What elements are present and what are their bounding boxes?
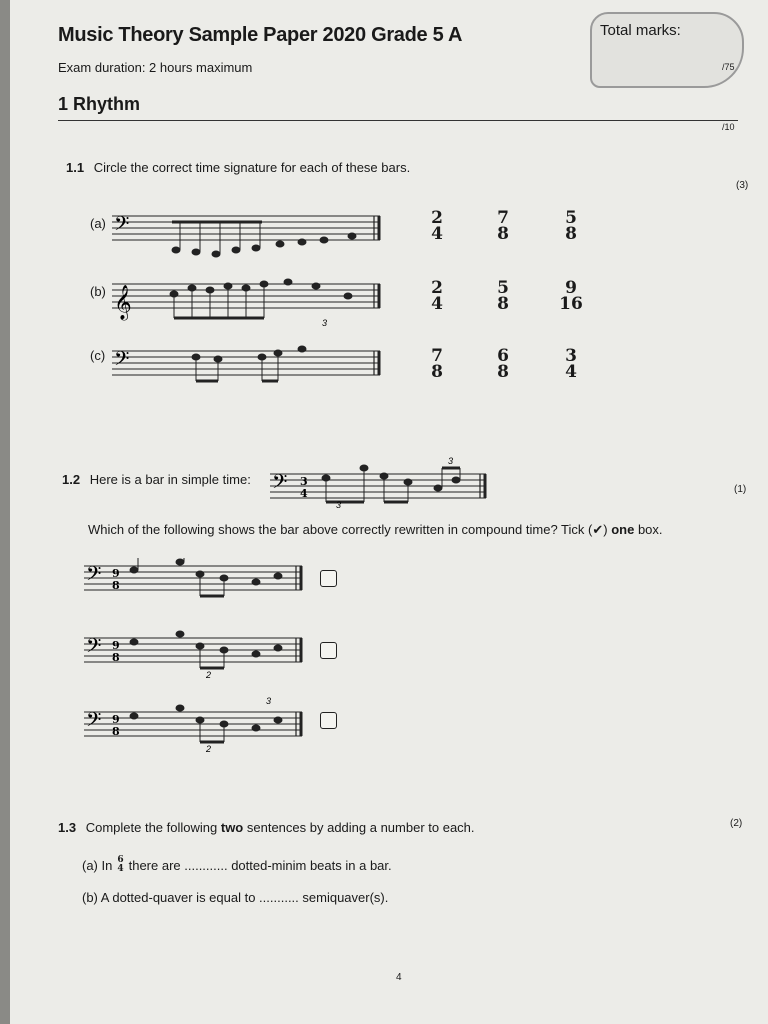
bass-clef-icon: 𝄢 (86, 562, 102, 590)
question-1-3: 1.3 Complete the following two sentences by adding a number to each. (58, 820, 475, 835)
timesig-option[interactable]: 6 8 (497, 346, 509, 382)
section-marks-max: /10 (722, 122, 735, 132)
music-staff-c (112, 345, 382, 385)
question-marks: (2) (730, 818, 743, 829)
bass-clef-icon: 𝄢 (86, 634, 102, 662)
total-marks-label: Total marks: (600, 22, 681, 39)
timesig-option[interactable]: 2 4 (431, 208, 443, 244)
timesig-option[interactable]: 7 8 (431, 346, 443, 382)
svg-text:2: 2 (206, 744, 212, 754)
tick-box-option-1[interactable] (320, 570, 337, 587)
total-marks-max: /75 (722, 62, 735, 72)
question-number: 1.1 (66, 160, 85, 175)
section-title: 1 Rhythm (58, 94, 141, 114)
exam-duration: Exam duration: 2 hours maximum (58, 60, 253, 75)
bar-label-c: (c) (90, 348, 106, 363)
question-number: 1.3 (58, 820, 77, 835)
music-staff-a (112, 212, 382, 262)
bass-clef-icon: 𝄢 (272, 470, 288, 498)
bass-clef-icon: 𝄢 (114, 212, 130, 240)
timesig-option[interactable]: 5 8 (565, 208, 577, 244)
inline-time-signature: 6 4 (117, 855, 124, 874)
tick-box-option-3[interactable] (320, 712, 337, 729)
question-number: 1.2 (62, 472, 81, 487)
bar-label-b: (b) (90, 284, 106, 299)
question-1-2 (62, 472, 251, 487)
question-marks: (1) (734, 484, 747, 495)
paper-title: Music Theory Sample Paper 2020 Grade 5 A (58, 24, 463, 46)
svg-text:9: 9 (112, 639, 120, 652)
svg-text:3: 3 (266, 696, 272, 706)
timesig-denominator: 4 (300, 487, 308, 500)
bar-label-a: (a) (90, 216, 106, 231)
bass-clef-icon: 𝄢 (86, 708, 102, 736)
sentence-b[interactable]: (b) A dotted-quaver is equal to ........... semiquaver(s). (82, 890, 389, 905)
tick-box-option-2[interactable] (320, 642, 337, 659)
compound-option-1-staff (84, 560, 304, 600)
question-marks: (3) (736, 180, 749, 191)
question-text: Circle the correct time signature for each of these bars. (93, 160, 411, 175)
question-text: Here is a bar in simple time: (89, 472, 251, 487)
question-1-2-instruction: Which of the following shows the bar above correctly rewritten in compound time? Tick (✔) one box. (88, 522, 663, 537)
svg-text:8: 8 (112, 651, 120, 664)
bass-clef-icon: 𝄢 (114, 347, 130, 375)
compound-option-2-staff (84, 632, 304, 682)
svg-text:8: 8 (112, 579, 120, 592)
svg-text:3: 3 (336, 500, 342, 510)
compound-option-3-staff (84, 696, 304, 754)
music-staff-simple-time (270, 458, 490, 508)
timesig-option[interactable]: 3 4 (565, 346, 577, 382)
timesig-option[interactable]: 5 8 (497, 278, 509, 314)
svg-text:9: 9 (112, 567, 120, 580)
svg-text:3: 3 (448, 456, 454, 466)
svg-text:8: 8 (112, 725, 120, 738)
treble-clef-icon: 𝄞 (114, 285, 132, 320)
page-number: 4 (396, 972, 402, 983)
timesig-option[interactable]: 2 4 (431, 278, 443, 314)
sentence-a: (a) In 6 4 there are ............ dotted-minim beats in a bar. (82, 855, 392, 874)
svg-text:9: 9 (112, 713, 120, 726)
music-staff-b (112, 278, 382, 328)
timesig-numerator: 3 (300, 475, 308, 488)
svg-text:2: 2 (206, 670, 212, 680)
question-1-1 (66, 160, 410, 175)
timesig-option[interactable]: 7 8 (497, 208, 509, 244)
svg-text:3: 3 (322, 318, 328, 328)
section-divider (58, 120, 738, 121)
timesig-option[interactable]: 9 16 (559, 278, 583, 314)
